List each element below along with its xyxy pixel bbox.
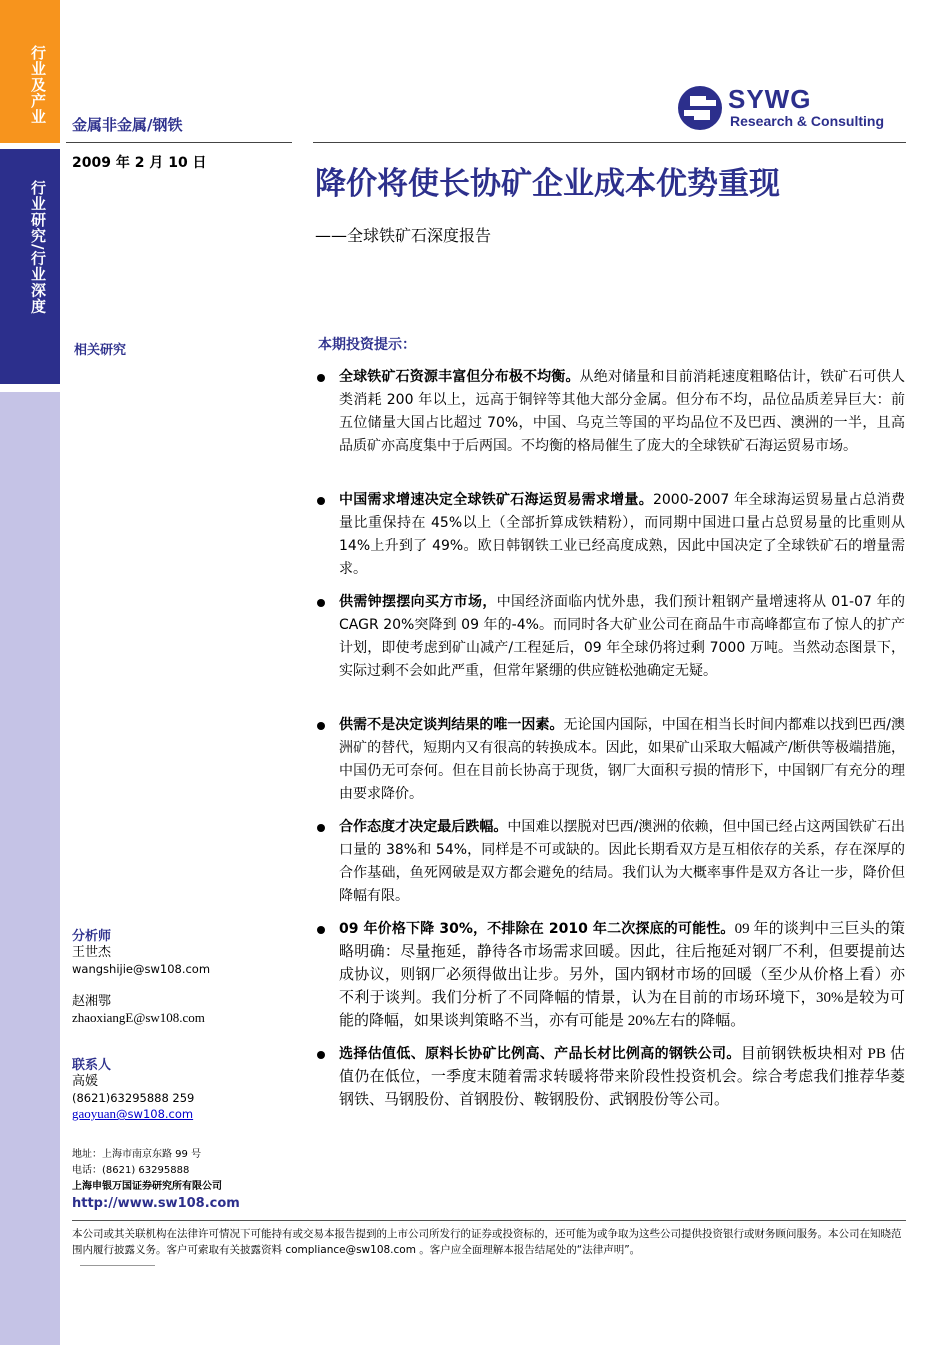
bullet-dot <box>317 722 325 730</box>
bullet-text: 09 年的谈判中三巨头的策略明确：尽量拖延，静待各市场需求回暖。因此，往后拖延对钢厂不利，但要提前达成协议，则钢厂必须得做出让步。另外，国内钢材市场的回暖（至少从价格上看）亦不利于谈判。我们分析了不同降幅的情景，认为在目前的市场环境下，30%是较为可能的降幅，如果谈判策略不当，亦有可能是 20%左右的降幅。 <box>339 921 905 1029</box>
analyst-heading: 分析师 <box>72 929 112 944</box>
bullet-item <box>339 591 905 683</box>
analyst-section <box>72 929 210 977</box>
bullet-text: 从绝对储量和目前消耗速度粗略估计，铁矿石可供人类消耗 200 年以上，远高于铜锌等其他大部分金属。但分布不均，品位品质差异巨大：前五位储量大国占比超过 70%，中国、乌克兰等国的平均品位不及巴西、澳洲的一半，且高品质矿亦高度集中于后两国。不均衡的格局催生了庞大的全球铁矿石海运贸易市场。 <box>339 369 906 454</box>
investment-tips-heading: 本期投资提示： <box>318 337 416 353</box>
bullet-lead: 供需钟摆摆向买方市场， <box>339 594 497 610</box>
bullet-item <box>339 714 905 806</box>
bullet-text: 2000-2007 年全球海运贸易量占总消费量比重保持在 45%以上（全部折算成铁精粉），而同期中国进口量占总贸易量的比重则从 14%上升到了 49%。欧日韩钢铁工业已经高度成熟，因此中国决定了全球铁矿石的增量需求。 <box>339 492 906 577</box>
analyst-name: 赵湘鄂 <box>72 994 112 1009</box>
bullet-dot <box>317 497 325 505</box>
industry-category: 金属非金属/钢铁 <box>72 116 183 134</box>
header-rule-left <box>66 142 292 143</box>
company-name: 上海申银万国证券研究所有限公司 <box>72 1181 222 1192</box>
footer-rule <box>72 1220 906 1221</box>
contact-email[interactable] <box>72 1106 194 1122</box>
related-research-heading: 相关研究 <box>74 343 127 358</box>
bullet-item <box>339 1043 905 1112</box>
contact-phone: (8621)63295888 259 <box>72 1091 195 1105</box>
contact-name: 高媛 <box>72 1074 99 1089</box>
analyst-name: 王世杰 <box>72 945 112 960</box>
report-title: 降价将使长协矿企业成本优势重现 <box>315 166 780 202</box>
bullet-lead: 选择估值低、原料长协矿比例高、产品长材比例高的钢铁公司。 <box>339 1046 741 1062</box>
logo-subtitle: Research & Consulting <box>730 113 885 129</box>
logo-wordmark: SYWG <box>728 84 812 114</box>
bullet-lead: 中国需求增速决定全球铁矿石海运贸易需求增量。 <box>339 492 653 508</box>
bullet-item <box>339 489 905 581</box>
header-rule-right <box>313 142 906 143</box>
contact-heading: 联系人 <box>72 1058 112 1073</box>
contact-email-domain[interactable]: @sw108.com <box>116 1107 194 1121</box>
report-date: 2009 年 2 月 10 日 <box>72 155 207 171</box>
bullet-dot <box>317 599 325 607</box>
bullet-lead: 09 年价格下降 30%，不排除在 2010 年二次探底的可能性。 <box>339 921 735 937</box>
phone-line: 电话：(8621) 63295888 <box>72 1165 190 1176</box>
analyst-email[interactable]: wangshijie@sw108.com <box>72 962 211 976</box>
analyst-section-2 <box>72 994 205 1026</box>
bullet-lead: 全球铁矿石资源丰富但分布极不均衡。 <box>339 369 580 385</box>
bullet-dot <box>317 926 325 934</box>
bullet-dot <box>317 1051 325 1059</box>
bullet-item <box>339 918 905 1033</box>
bullet-lead: 合作态度才决定最后跌幅。 <box>339 819 508 835</box>
website-link[interactable]: http://www.sw108.com <box>72 1196 240 1211</box>
bullet-text: 中国经济面临内忧外患，我们预计粗钢产量增速将从 01-07 年的 CAGR 20%突降到 09 年的-4%。而同时各大矿业公司在商品牛市高峰都宣布了惊人的扩产计划，即使考虑到矿山减产/工程延后，09 年全球仍将过剩 7000 万吨。当然动态图景下，实际过剩不会如此严重，但常年紧绷的供应链松弛确定无疑。 <box>339 594 906 679</box>
footer-small-rule <box>80 1265 155 1266</box>
bullet-dot <box>317 374 325 382</box>
bullet-dot <box>317 824 325 832</box>
bullet-text: 无论国内国际，中国在相当长时间内都难以找到巴西/澳洲矿的替代，短期内又有很高的转换成本。因此，如果矿山采取大幅减产/断供等极端措施，中国仍无可奈何。但在目前长协高于现货，钢厂大面积亏损的情形下，中国钢厂有充分的理由要求降价。 <box>339 717 905 802</box>
address-block <box>72 1147 222 1195</box>
strip-divider <box>0 384 60 392</box>
bullet-item <box>339 816 905 908</box>
bullet-lead: 供需不是决定谈判结果的唯一因素。 <box>339 717 564 733</box>
bullet-text: 目前钢铁板块相对 PB 估值仍在低位，一季度末随着需求转暖将带来阶段性投资机会。综合考虑我们推荐华菱钢铁、马钢股份、首钢股份、鞍钢股份、武钢股份等公司。 <box>339 1046 905 1108</box>
bullet-item <box>339 366 905 458</box>
vertical-label-industry: 行业及产业 <box>29 45 47 125</box>
vertical-label-research-type: 行业研究/行业深度 <box>29 180 47 315</box>
analyst-email[interactable]: zhaoxiangE@sw108.com <box>72 1010 205 1025</box>
address-line: 地址：上海市南京东路 99 号 <box>72 1149 202 1160</box>
sywg-logo-icon <box>676 84 724 132</box>
bullet-text: 中国难以摆脱对巴西/澳洲的依赖，但中国已经占这两国铁矿石出口量的 38%和 54%，同样是不可或缺的。因此长期看双方是互相依存的关系，存在深厚的合作基础，鱼死网破是双方都会避免的结局。我们认为大概率事件是双方各让一步，降价但降幅有限。 <box>339 819 906 904</box>
contact-section <box>72 1058 194 1122</box>
contact-email-user[interactable]: gaoyuan <box>72 1106 117 1121</box>
disclaimer-text: 本公司或其关联机构在法律许可情况下可能持有或交易本报告提到的上市公司所发行的证券或投资标的，还可能为或争取为这些公司提供投资银行或财务顾问服务。本公司在知晓范围内履行披露义务。客户可索取有关披露资料 compliance@sw108.com 。客户应全面理解本报告结尾处的“法律声明”。 <box>72 1228 902 1256</box>
report-subtitle: ——全球铁矿石深度报告 <box>315 226 492 245</box>
